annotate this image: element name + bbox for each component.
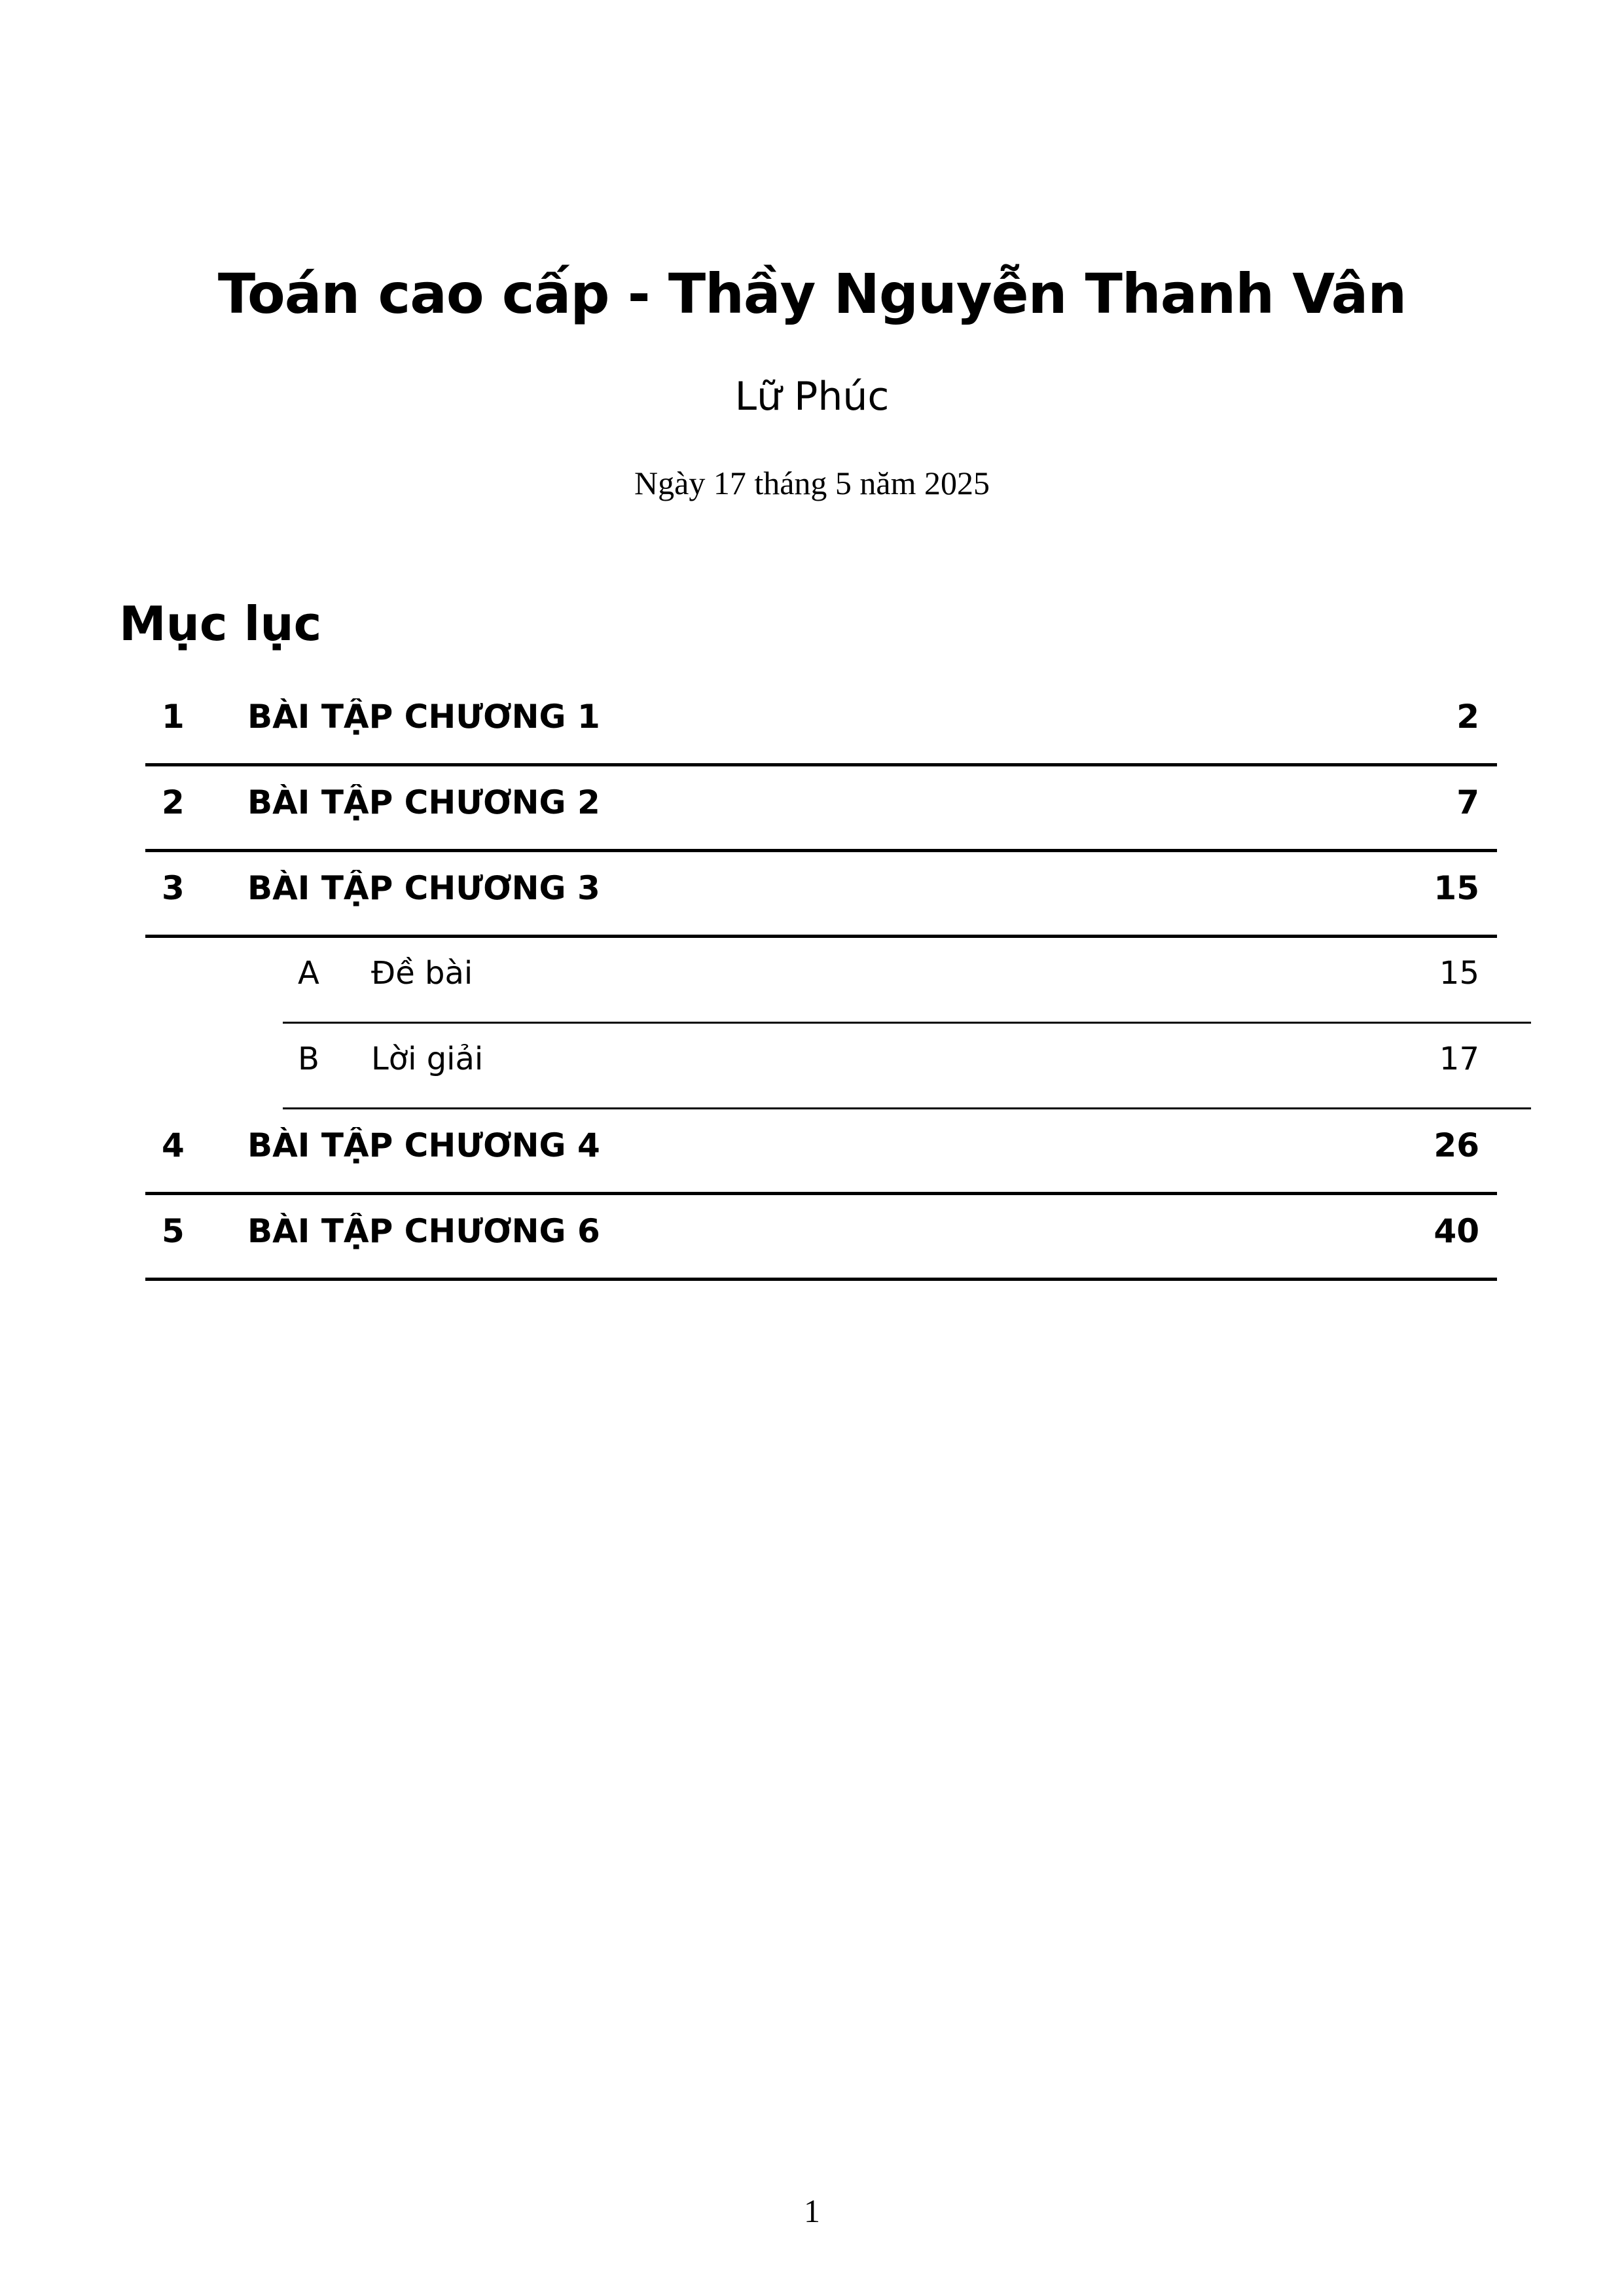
document-date: Ngày 17 tháng 5 năm 2025 bbox=[634, 465, 990, 501]
toc-entry-label: BÀI TẬP CHƯƠNG 4 bbox=[247, 1127, 600, 1164]
toc-entry-label: BÀI TẬP CHƯƠNG 6 bbox=[247, 1213, 600, 1250]
toc-entry-chapter-4[interactable] bbox=[145, 1109, 1497, 1195]
toc-entry-number: 3 bbox=[162, 869, 185, 907]
toc-entry-page: 15 bbox=[1439, 955, 1479, 992]
toc-entry-page: 40 bbox=[1434, 1212, 1479, 1250]
toc-entry-number: 4 bbox=[162, 1126, 185, 1164]
table-of-contents bbox=[0, 681, 1624, 1281]
toc-entry-label: Lời giải bbox=[371, 1041, 484, 1077]
toc-entry-label: BÀI TẬP CHƯƠNG 3 bbox=[247, 870, 600, 907]
toc-entry-chapter-3[interactable] bbox=[145, 852, 1497, 938]
toc-entry-chapter-5[interactable] bbox=[145, 1195, 1497, 1281]
toc-entry-label: Đề bài bbox=[371, 956, 473, 992]
document-title: Toán cao cấp - Thầy Nguyễn Thanh Vân bbox=[217, 262, 1407, 326]
toc-entry-number: 1 bbox=[162, 698, 185, 736]
document-author: Lữ Phúc bbox=[734, 374, 890, 420]
toc-entry-chapter-2[interactable] bbox=[145, 766, 1497, 852]
toc-entry-section-b[interactable] bbox=[283, 1024, 1531, 1109]
toc-entry-number: A bbox=[298, 955, 319, 992]
toc-entry-page: 26 bbox=[1434, 1126, 1479, 1164]
toc-entry-number: B bbox=[298, 1041, 319, 1077]
toc-heading: Mục lục bbox=[119, 596, 322, 651]
toc-entry-page: 15 bbox=[1434, 869, 1479, 907]
toc-entry-page: 7 bbox=[1456, 783, 1479, 821]
toc-entry-number: 5 bbox=[162, 1212, 185, 1250]
toc-entry-label: BÀI TẬP CHƯƠNG 1 bbox=[247, 698, 600, 736]
toc-entry-page: 2 bbox=[1456, 698, 1479, 736]
toc-entry-section-a[interactable] bbox=[283, 938, 1531, 1024]
footer-page-number: 1 bbox=[804, 2193, 820, 2229]
toc-entry-number: 2 bbox=[162, 783, 185, 821]
toc-entry-page: 17 bbox=[1439, 1041, 1479, 1077]
toc-entry-label: BÀI TẬP CHƯƠNG 2 bbox=[247, 784, 600, 821]
toc-entry-chapter-1[interactable] bbox=[145, 681, 1497, 766]
